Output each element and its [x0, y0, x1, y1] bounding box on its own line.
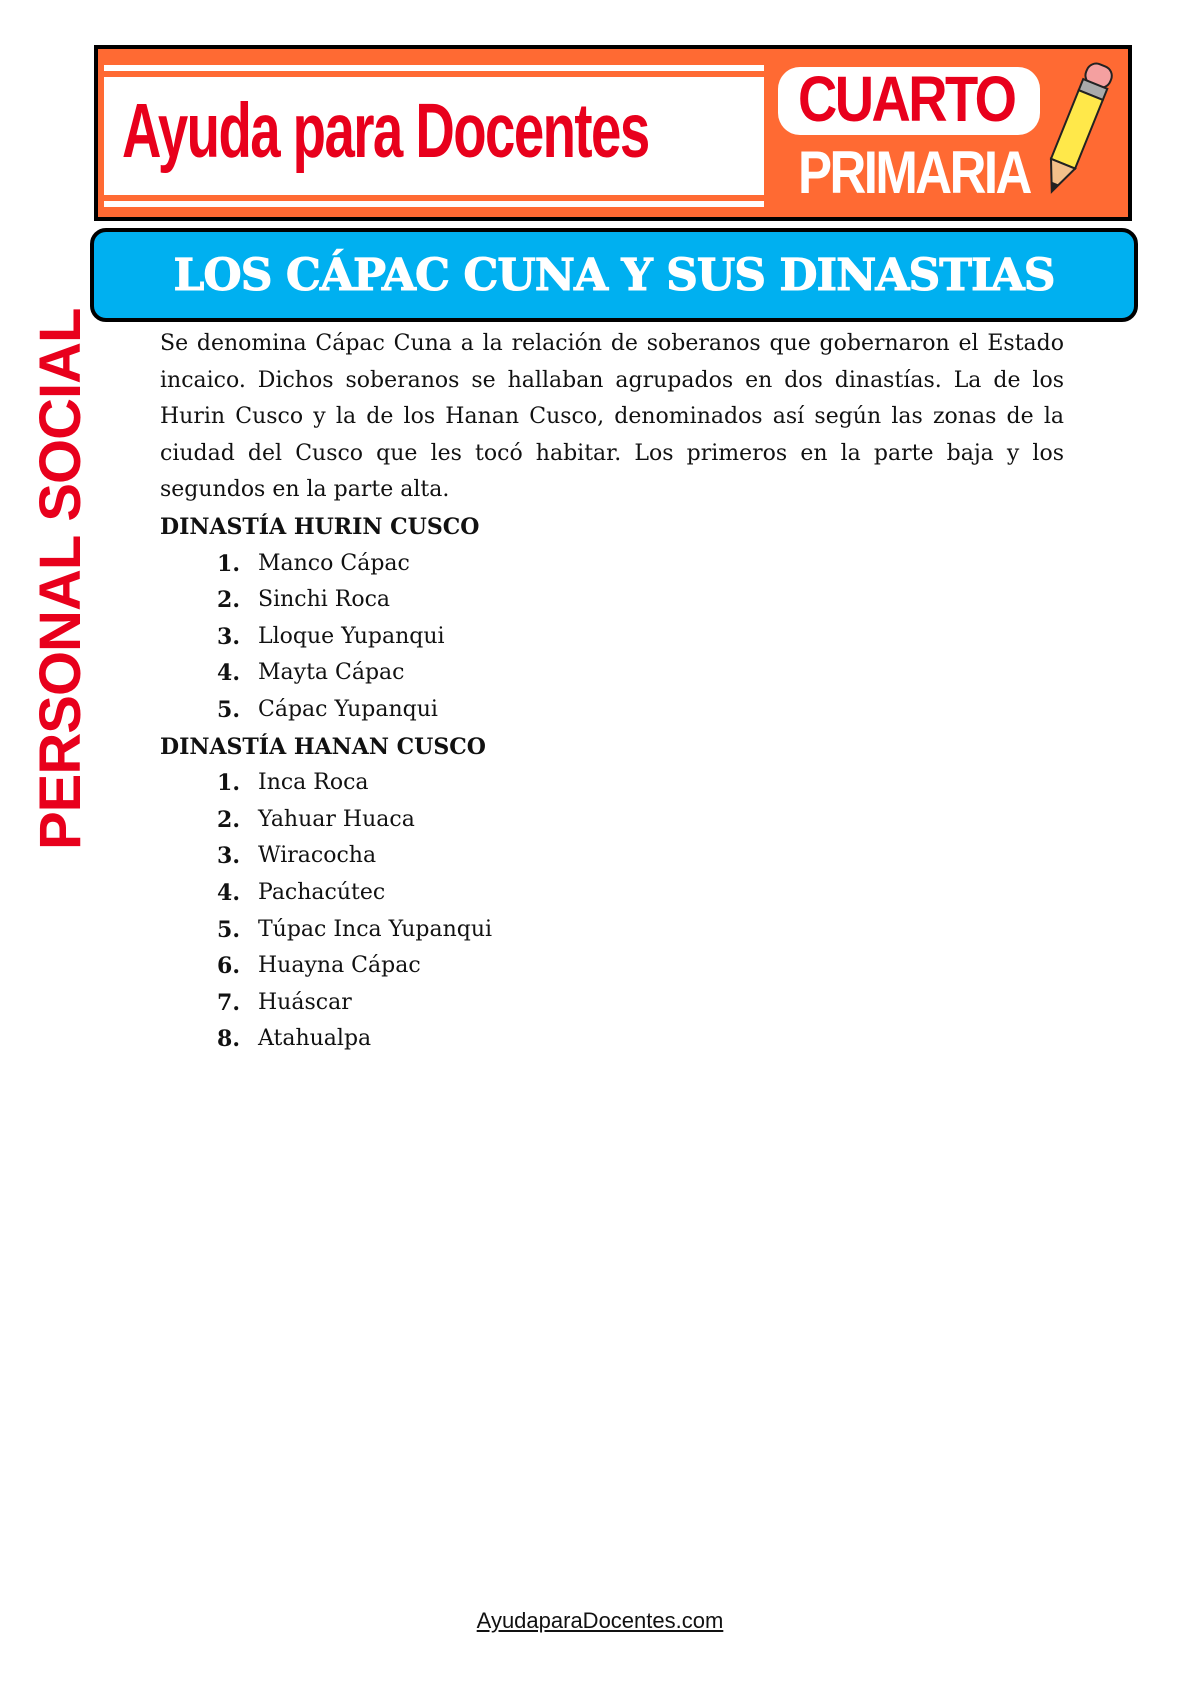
item-number: 6. [217, 953, 240, 980]
item-number: 3. [217, 843, 240, 870]
item-number: 3. [217, 623, 240, 650]
item-name: Inca Roca [258, 770, 369, 796]
pencil-icon [1033, 57, 1123, 207]
list-item [160, 912, 1064, 949]
item-number: 2. [217, 587, 240, 614]
item-name: Wiracocha [258, 843, 377, 869]
subject-side-label: PERSONAL SOCIAL [28, 308, 93, 850]
hurin-list [160, 546, 1064, 729]
list-item [160, 546, 1064, 583]
item-number: 4. [217, 660, 240, 687]
list-item [160, 1021, 1064, 1058]
item-name: Manco Cápac [258, 550, 410, 576]
section-heading-hurin: DINASTÍA HURIN CUSCO [160, 513, 480, 540]
item-name: Sinchi Roca [258, 587, 391, 613]
list-item [160, 655, 1064, 692]
item-name: Túpac Inca Yupanqui [258, 916, 493, 942]
item-number: 5. [217, 916, 240, 943]
list-item [160, 985, 1064, 1022]
item-number: 8. [217, 1026, 240, 1053]
item-name: Yahuar Huaca [258, 806, 415, 832]
list-item [160, 838, 1064, 875]
section-heading-hanan: DINASTÍA HANAN CUSCO [160, 733, 486, 760]
item-name: Pachacútec [258, 879, 386, 905]
page-title: LOS CÁPAC CUNA Y SUS DINASTIAS [173, 249, 1055, 301]
item-number: 5. [217, 696, 240, 723]
list-item [160, 802, 1064, 839]
intro-paragraph: Se denomina Cápac Cuna a la relación de soberanos que gobernaron el Estado incaico. Dichos soberanos se hallaban agrupados en dos dinastías. La de los Hurin Cusco y la de los Hanan Cusco, denominados así según las zonas de la ciudad del Cusco que les tocó habitar. Los primeros en la parte baja y los segundos en la parte alta. [160, 331, 1064, 503]
item-name: Atahualpa [258, 1026, 372, 1052]
item-name: Cápac Yupanqui [258, 696, 438, 722]
item-number: 1. [217, 770, 240, 797]
list-item [160, 875, 1064, 912]
list-item [160, 765, 1064, 802]
item-number: 1. [217, 550, 240, 577]
document-body [160, 326, 1064, 1058]
grade-label: CUARTO [798, 63, 1015, 135]
brand-logo-text: Ayuda para Docentes [122, 87, 649, 174]
item-name: Mayta Cápac [258, 660, 405, 686]
hanan-list [160, 765, 1064, 1058]
list-item [160, 948, 1064, 985]
item-name: Lloque Yupanqui [258, 623, 445, 649]
header-banner [94, 45, 1132, 221]
item-name: Huáscar [258, 989, 352, 1015]
item-name: Huayna Cápac [258, 953, 421, 979]
list-item [160, 582, 1064, 619]
item-number: 2. [217, 806, 240, 833]
list-item [160, 692, 1064, 729]
item-number: 7. [217, 989, 240, 1016]
item-number: 4. [217, 879, 240, 906]
list-item [160, 619, 1064, 656]
title-banner [90, 228, 1138, 322]
footer-link[interactable]: AyudaparaDocentes.com [476, 1608, 724, 1633]
level-label: PRIMARIA [798, 139, 1030, 206]
